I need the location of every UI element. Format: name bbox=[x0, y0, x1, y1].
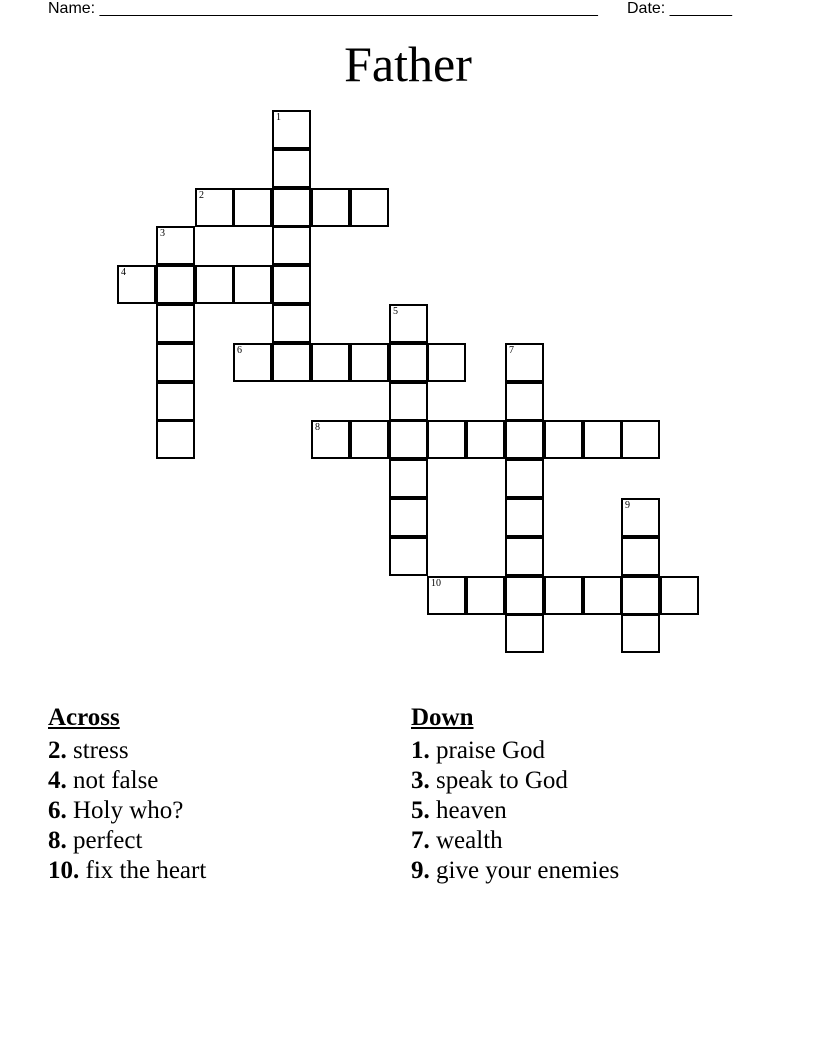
clue-number-label: 9 bbox=[625, 500, 630, 511]
grid-cell[interactable] bbox=[117, 265, 156, 304]
clue-number-label: 8 bbox=[315, 422, 320, 433]
grid-cell[interactable] bbox=[466, 420, 505, 459]
clue-text: wealth bbox=[429, 827, 503, 854]
grid-cell[interactable] bbox=[505, 382, 544, 421]
grid-cell[interactable] bbox=[621, 420, 660, 459]
grid-cell[interactable] bbox=[233, 343, 272, 382]
down-clue-3 bbox=[411, 766, 619, 796]
down-clue-7 bbox=[411, 826, 619, 856]
grid-cell[interactable] bbox=[583, 576, 622, 615]
clue-number-label: 2 bbox=[199, 190, 204, 201]
grid-cell[interactable] bbox=[156, 420, 195, 459]
clue-number-label: 1 bbox=[276, 112, 281, 123]
grid-cell[interactable] bbox=[272, 265, 311, 304]
clue-number: 7. bbox=[411, 827, 430, 854]
grid-cell[interactable] bbox=[505, 343, 544, 382]
clue-text: give your enemies bbox=[429, 857, 620, 884]
down-clue-5 bbox=[411, 796, 619, 826]
grid-cell[interactable] bbox=[233, 188, 272, 227]
grid-cell[interactable] bbox=[389, 304, 428, 343]
grid-cell[interactable] bbox=[505, 459, 544, 498]
across-clue-10 bbox=[48, 856, 206, 886]
clue-number-label: 7 bbox=[509, 345, 514, 356]
grid-cell[interactable] bbox=[389, 537, 428, 576]
grid-cell[interactable] bbox=[311, 420, 350, 459]
clue-text: praise God bbox=[429, 737, 545, 764]
name-field-label: Name: ________________________________________________________ bbox=[48, 0, 598, 17]
across-clue-6 bbox=[48, 796, 206, 826]
grid-cell[interactable] bbox=[544, 576, 583, 615]
clue-text: Holy who? bbox=[66, 797, 184, 824]
clue-number: 10. bbox=[48, 857, 80, 884]
grid-cell[interactable] bbox=[272, 304, 311, 343]
across-clue-8 bbox=[48, 826, 206, 856]
grid-cell[interactable] bbox=[272, 110, 311, 149]
grid-cell[interactable] bbox=[621, 614, 660, 653]
grid-cell[interactable] bbox=[195, 265, 234, 304]
clue-text: speak to God bbox=[429, 767, 568, 794]
grid-cell[interactable] bbox=[621, 576, 660, 615]
grid-cell[interactable] bbox=[621, 537, 660, 576]
clue-number-label: 10 bbox=[431, 578, 441, 589]
grid-cell[interactable] bbox=[389, 343, 428, 382]
clue-text: fix the heart bbox=[79, 857, 207, 884]
clue-number-label: 3 bbox=[160, 228, 165, 239]
clue-number: 9. bbox=[411, 857, 430, 884]
grid-cell[interactable] bbox=[505, 576, 544, 615]
grid-cell[interactable] bbox=[389, 420, 428, 459]
grid-cell[interactable] bbox=[350, 188, 389, 227]
grid-cell[interactable] bbox=[660, 576, 699, 615]
clue-number: 5. bbox=[411, 797, 430, 824]
clue-number: 4. bbox=[48, 767, 67, 794]
grid-cell[interactable] bbox=[156, 382, 195, 421]
grid-cell[interactable] bbox=[505, 420, 544, 459]
down-clue-9 bbox=[411, 856, 619, 886]
grid-cell[interactable] bbox=[272, 149, 311, 188]
clue-number-label: 5 bbox=[393, 306, 398, 317]
grid-cell[interactable] bbox=[156, 304, 195, 343]
clue-text: heaven bbox=[429, 797, 507, 824]
grid-cell[interactable] bbox=[583, 420, 622, 459]
grid-cell[interactable] bbox=[311, 188, 350, 227]
down-clue-1 bbox=[411, 736, 619, 766]
clue-text: stress bbox=[66, 737, 129, 764]
puzzle-title: Father bbox=[344, 36, 472, 92]
clue-number: 3. bbox=[411, 767, 430, 794]
grid-cell[interactable] bbox=[272, 343, 311, 382]
grid-cell[interactable] bbox=[350, 343, 389, 382]
grid-cell[interactable] bbox=[233, 265, 272, 304]
across-heading: Across bbox=[48, 704, 120, 731]
grid-cell[interactable] bbox=[427, 420, 466, 459]
clue-text: not false bbox=[66, 767, 159, 794]
grid-cell[interactable] bbox=[389, 498, 428, 537]
clue-text: perfect bbox=[66, 827, 143, 854]
down-clues bbox=[411, 702, 619, 886]
clue-number-label: 6 bbox=[237, 345, 242, 356]
date-field-label: Date: _______ bbox=[627, 0, 732, 17]
clue-number-label: 4 bbox=[121, 267, 126, 278]
grid-cell[interactable] bbox=[156, 265, 195, 304]
clue-number: 6. bbox=[48, 797, 67, 824]
grid-cell[interactable] bbox=[621, 498, 660, 537]
grid-cell[interactable] bbox=[544, 420, 583, 459]
across-clues bbox=[48, 702, 206, 886]
grid-cell[interactable] bbox=[156, 343, 195, 382]
clue-number: 1. bbox=[411, 737, 430, 764]
grid-cell[interactable] bbox=[505, 498, 544, 537]
clue-number: 8. bbox=[48, 827, 67, 854]
grid-cell[interactable] bbox=[505, 614, 544, 653]
grid-cell[interactable] bbox=[156, 226, 195, 265]
grid-cell[interactable] bbox=[272, 188, 311, 227]
grid-cell[interactable] bbox=[272, 226, 311, 265]
grid-cell[interactable] bbox=[505, 537, 544, 576]
grid-cell[interactable] bbox=[311, 343, 350, 382]
clue-number: 2. bbox=[48, 737, 67, 764]
across-clue-2 bbox=[48, 736, 206, 766]
grid-cell[interactable] bbox=[427, 343, 466, 382]
across-clue-4 bbox=[48, 766, 206, 796]
grid-cell[interactable] bbox=[195, 188, 234, 227]
grid-cell[interactable] bbox=[389, 382, 428, 421]
grid-cell[interactable] bbox=[350, 420, 389, 459]
grid-cell[interactable] bbox=[427, 576, 466, 615]
grid-cell[interactable] bbox=[466, 576, 505, 615]
down-heading: Down bbox=[411, 704, 474, 731]
grid-cell[interactable] bbox=[389, 459, 428, 498]
